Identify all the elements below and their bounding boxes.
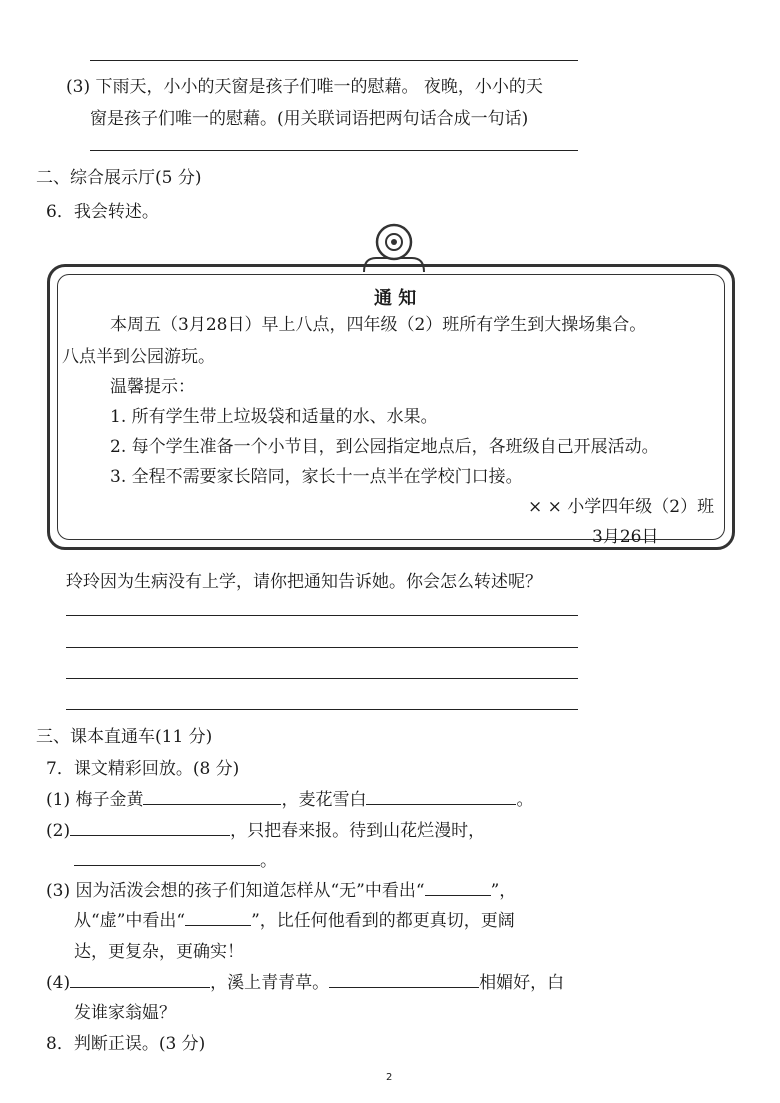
q7-1-text-b: ，麦花雪白	[281, 790, 367, 810]
notice-signer: × × 小学四年级（2）班	[528, 497, 715, 517]
answer-blank[interactable]	[329, 970, 479, 988]
answer-line[interactable]	[66, 678, 578, 679]
answer-blank[interactable]	[70, 970, 210, 988]
answer-line[interactable]	[66, 615, 578, 616]
q7-3-text-b: ”，	[490, 881, 517, 901]
q6-prompt: 玲玲因为生病没有上学，请你把通知告诉她。你会怎么转述呢？	[66, 572, 542, 592]
notice-title: 通 知	[374, 288, 417, 309]
q7-4-text-c: 相媚好，白	[479, 973, 565, 993]
q7-3-text-c: 从“虚”中看出“	[74, 911, 186, 931]
answer-line[interactable]	[66, 647, 578, 648]
answer-line[interactable]	[90, 60, 578, 61]
q5-3-line1: (3) 下雨天，小小的天窗是孩子们唯一的慰藉。 夜晚，小小的天	[66, 77, 543, 97]
q7-2-text-a: (2)	[46, 821, 71, 841]
section3-title: 三、课本直通车(11 分)	[36, 727, 213, 747]
q7-3-line3: 达，更复杂，更确实！	[74, 942, 244, 962]
notice-tip1: 1. 所有学生带上垃圾袋和适量的水、水果。	[110, 407, 438, 427]
notice-line1: 本周五（3月28日）早上八点，四年级（2）班所有学生到大操场集合。	[110, 315, 647, 335]
answer-line[interactable]	[90, 150, 578, 151]
q7-3-text-d: ”，比任何他看到的都更真切，更阔	[251, 911, 515, 931]
answer-blank[interactable]	[70, 818, 230, 836]
answer-blank[interactable]	[425, 878, 491, 896]
answer-blank[interactable]	[74, 848, 260, 866]
q7-4-line2: 发谁家翁媪？	[74, 1003, 176, 1023]
q7-4	[46, 968, 564, 993]
q7-4-text-a: (4)	[46, 973, 71, 993]
q7-3-text-a: (3) 因为活泼会想的孩子们知道怎样从“无”中看出“	[46, 881, 425, 901]
q7-title: 7．课文精彩回放。(8 分)	[46, 759, 240, 779]
q7-3-line2	[74, 906, 515, 931]
answer-blank[interactable]	[143, 787, 281, 805]
q7-2-text-b: ，只把春来报。待到山花烂漫时，	[230, 821, 486, 841]
page-number: 2	[386, 1072, 393, 1083]
notice-tip2: 2. 每个学生准备一个小节目，到公园指定地点后，各班级自己开展活动。	[110, 437, 659, 457]
notice-tips-label: 温馨提示：	[110, 377, 195, 397]
notice-tip3: 3. 全程不需要家长陪同，家长十一点半在学校门口接。	[110, 467, 523, 487]
q6-title: 6．我会转述。	[46, 202, 159, 222]
answer-line[interactable]	[66, 709, 578, 710]
q5-3-line2: 窗是孩子们唯一的慰藉。(用关联词语把两句话合成一句话)	[90, 109, 529, 129]
section2-title: 二、综合展示厅(5 分)	[36, 168, 202, 188]
q7-2-text-c: 。	[260, 851, 277, 871]
notice-date: 3月26日	[592, 527, 659, 547]
q7-4-text-b: ，溪上青青草。	[210, 973, 330, 993]
q7-1-text-a: (1) 梅子金黄	[46, 790, 144, 810]
q7-2-line2	[74, 846, 277, 871]
q7-1	[46, 785, 533, 810]
answer-blank[interactable]	[366, 787, 516, 805]
q7-1-text-c: 。	[516, 790, 534, 810]
q7-3	[46, 876, 516, 901]
answer-blank[interactable]	[185, 908, 251, 926]
q7-2	[46, 816, 485, 841]
q8-title: 8．判断正误。(3 分)	[46, 1034, 206, 1054]
notice-line2: 八点半到公园游玩。	[62, 347, 215, 367]
